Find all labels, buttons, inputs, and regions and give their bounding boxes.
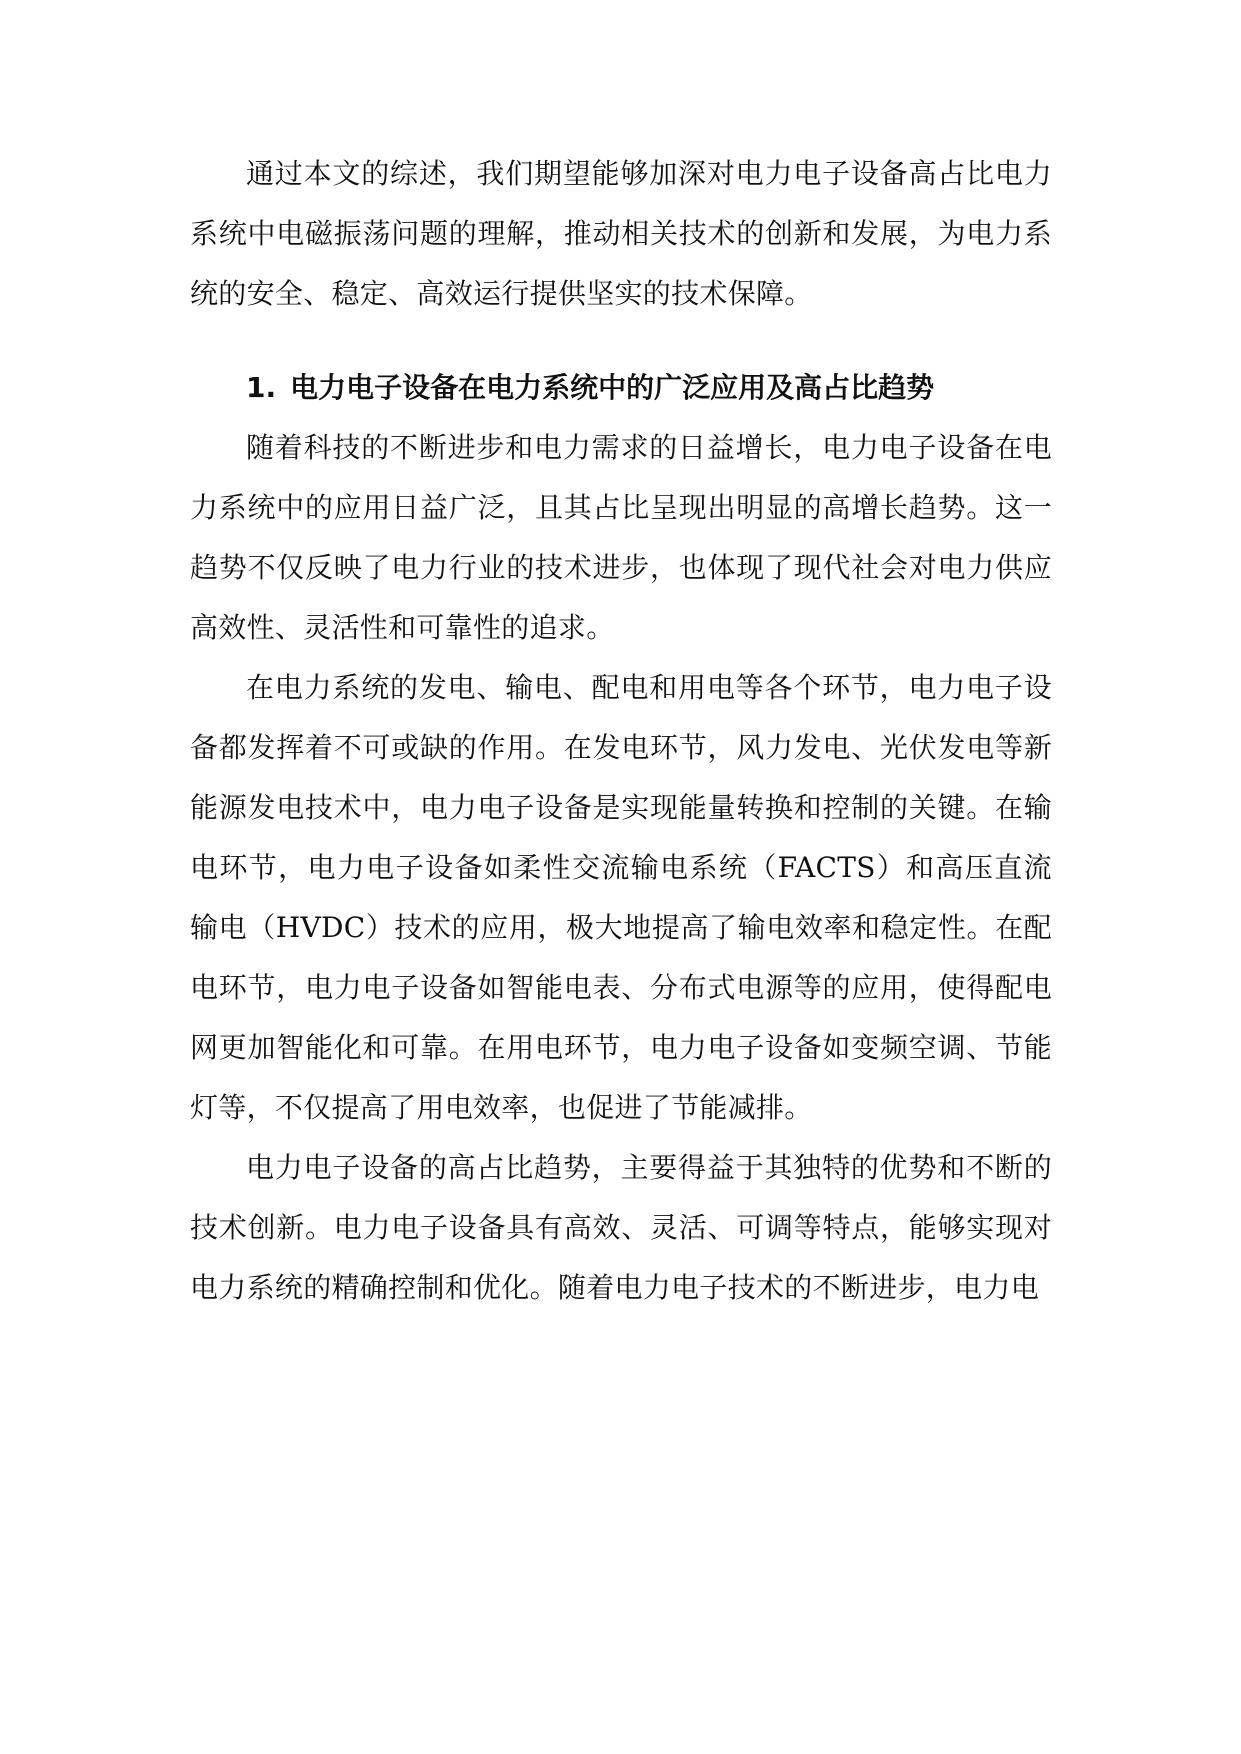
body-paragraph-1: 随着科技的不断进步和电力需求的日益增长，电力电子设备在电力系统中的应用日益广泛，且其占比呈现出明显的高增长趋势。这一趋势不仅反映了电力行业的技术进步，也体现了现代社会对电力供应高效性、灵活性和可靠性的追求。	[190, 431, 1052, 644]
section-number: 1.	[246, 371, 277, 404]
section-heading	[190, 358, 1052, 418]
section-title: 电力电子设备在电力系统中的广泛应用及高占比趋势	[290, 371, 935, 404]
body-paragraph-2: 在电力系统的发电、输电、配电和用电等各个环节，电力电子设备都发挥着不可或缺的作用。在发电环节，风力发电、光伏发电等新能源发电技术中，电力电子设备是实现能量转换和控制的关键。在输电环节，电力电子设备如柔性交流输电系统（FACTS）和高压直流输电（HVDC）技术的应用，极大地提高了输电效率和稳定性。在配电环节，电力电子设备如智能电表、分布式电源等的应用，使得配电网更加智能化和可靠。在用电环节，电力电子设备如变频空调、节能灯等，不仅提高了用电效率，也促进了节能减排。	[190, 671, 1052, 1124]
intro-paragraph: 通过本文的综述，我们期望能够加深对电力电子设备高占比电力系统中电磁振荡问题的理解，推动相关技术的创新和发展，为电力系统的安全、稳定、高效运行提供坚实的技术保障。	[190, 157, 1052, 310]
body-paragraph-3: 电力电子设备的高占比趋势，主要得益于其独特的优势和不断的技术创新。电力电子设备具有高效、灵活、可调等特点，能够实现对电力系统的精确控制和优化。随着电力电子技术的不断进步，电力电	[190, 1151, 1052, 1304]
document-body	[190, 144, 1052, 1318]
